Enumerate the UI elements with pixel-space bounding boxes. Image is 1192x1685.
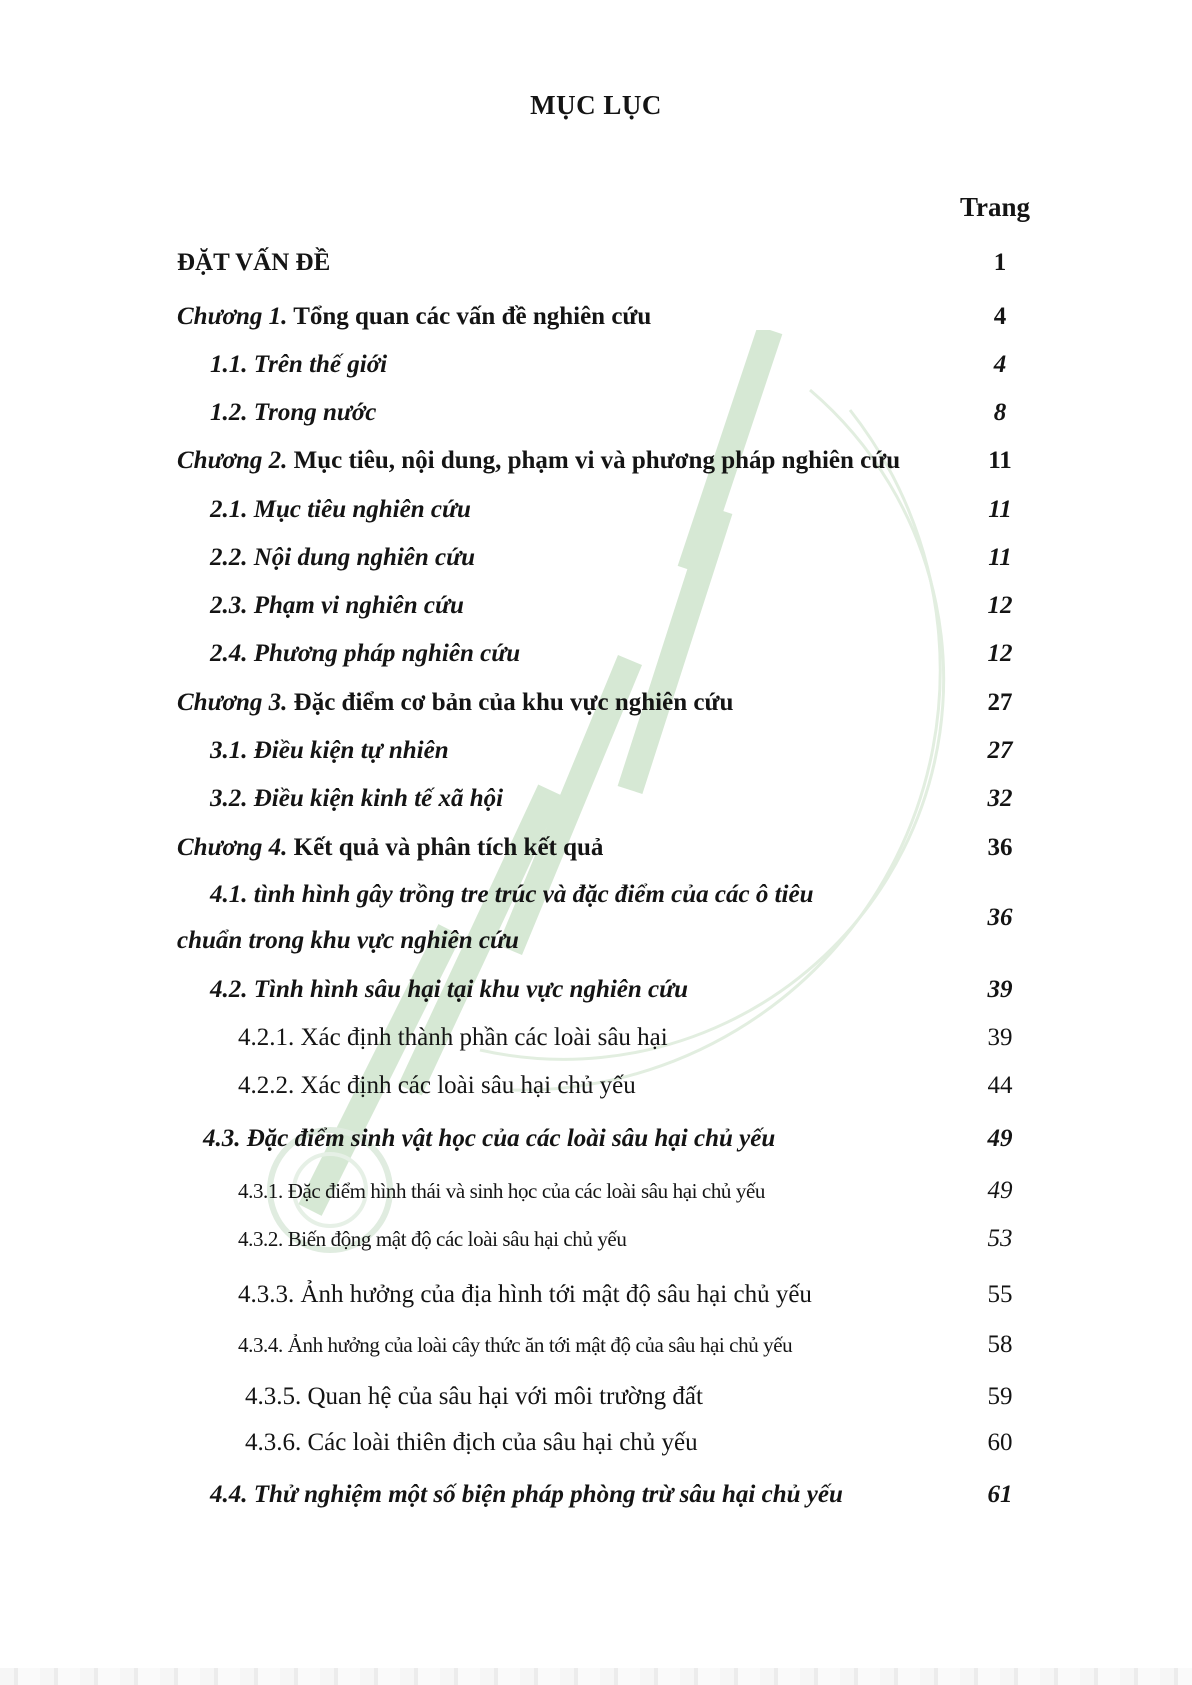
toc-entry-label: [210, 591, 464, 621]
toc-entry-label: [177, 446, 900, 476]
toc-entry-page: 61: [987, 1481, 1013, 1508]
entry-title: 2.1. Mục tiêu nghiên cứu: [210, 496, 471, 523]
entry-title: 4.3.5. Quan hệ của sâu hại với môi trường đất: [245, 1383, 703, 1410]
toc-entry-page: 49: [987, 1177, 1013, 1204]
entry-title: Kết quả và phân tích kết quả: [287, 834, 604, 861]
toc-entry-page: 4: [993, 351, 1007, 378]
toc-entry-page: 12: [987, 592, 1013, 619]
entry-title: 3.1. Điều kiện tự nhiên: [210, 737, 449, 764]
chapter-prefix: Chương 2.: [177, 447, 288, 474]
toc-entry-page: 27: [987, 737, 1013, 764]
toc-entry-page: 39: [987, 976, 1013, 1003]
toc-entry-page: 55: [987, 1281, 1013, 1308]
entry-title: 1.1. Trên thế giới: [210, 351, 388, 378]
toc-entry-label: [177, 302, 651, 332]
toc-entry-label: [238, 1280, 812, 1310]
toc-entry-page: 53: [987, 1225, 1013, 1252]
entry-title: Mục tiêu, nội dung, phạm vi và phương pháp nghiên cứu: [287, 447, 901, 474]
toc-entry-label: [210, 736, 449, 766]
toc-entry-label: [177, 248, 330, 278]
toc-entry-page: 36: [987, 904, 1013, 931]
toc-entry-page: 59: [987, 1383, 1013, 1410]
toc-entry-page: 32: [987, 785, 1013, 812]
entry-title: 2.2. Nội dung nghiên cứu: [210, 544, 476, 571]
watermark-stroke: [630, 510, 720, 790]
toc-entry-page: 58: [987, 1331, 1013, 1358]
toc-entry-page: 27: [987, 689, 1013, 716]
toc-entry-label: [238, 1176, 765, 1206]
entry-title: 4.2.1. Xác định thành phần các loài sâu hại: [238, 1024, 668, 1051]
toc-entry-page: 4: [993, 303, 1007, 330]
toc-entry-label: [210, 398, 376, 428]
toc-entry-page: 8: [993, 399, 1007, 426]
toc-entry-label: [210, 1480, 843, 1510]
entry-title: 4.3.2. Biến động mật độ các loài sâu hại chủ yếu: [238, 1227, 627, 1251]
toc-entry-page: 49: [987, 1125, 1013, 1152]
toc-entry-label: [210, 495, 471, 525]
toc-entry-label-line1: 4.1. tình hình gây trồng tre trúc và đặc điểm của các ô tiêu: [210, 881, 814, 908]
toc-entry-label: [238, 1224, 626, 1254]
toc-entry-page: 36: [987, 834, 1013, 861]
toc-entry-page: 12: [987, 640, 1013, 667]
toc-entry-label: [238, 1330, 792, 1360]
chapter-prefix: Chương 3.: [177, 689, 288, 716]
entry-title: 4.3. Đặc điểm sinh vật học của các loài sâu hại chủ yếu: [203, 1125, 776, 1152]
toc-entry-label: [210, 975, 688, 1005]
toc-entry-page: 11: [988, 447, 1012, 474]
entry-title: 4.2.2. Xác định các loài sâu hại chủ yếu: [238, 1072, 636, 1099]
toc-entry-label: [177, 688, 733, 718]
toc-entry-label: [210, 784, 503, 814]
toc-entry-page: 44: [987, 1072, 1013, 1099]
toc-entry-page: 11: [988, 496, 1012, 523]
toc-entry-label: [210, 639, 520, 669]
entry-title: Tổng quan các vấn đề nghiên cứu: [287, 303, 652, 330]
scan-edge: [0, 1668, 1192, 1685]
toc-entry-label: [245, 1428, 698, 1458]
toc-entry-page: 11: [988, 544, 1012, 571]
entry-title: 3.2. Điều kiện kinh tế xã hội: [210, 785, 504, 812]
toc-entry-label: [238, 1023, 668, 1053]
watermark-stroke: [310, 930, 450, 1210]
entry-title: 4.2. Tình hình sâu hại tại khu vực nghiên cứu: [210, 976, 689, 1003]
toc-entry-page: 1: [993, 249, 1007, 276]
toc-entry-label: [245, 1382, 703, 1412]
entry-title: 4.4. Thử nghiệm một số biện pháp phòng trừ sâu hại chủ yếu: [210, 1481, 843, 1508]
toc-entry-label-line2: chuẩn trong khu vực nghiên cứu: [177, 927, 519, 954]
entry-title: 2.4. Phương pháp nghiên cứu: [210, 640, 521, 667]
chapter-prefix: Chương 4.: [177, 834, 288, 861]
chapter-prefix: Chương 1.: [177, 303, 288, 330]
toc-entry-label: [238, 1071, 636, 1101]
watermark-ring: [480, 390, 944, 1059]
toc-entry-page: 39: [987, 1024, 1013, 1051]
entry-title: ĐẶT VẤN ĐỀ: [177, 249, 331, 276]
toc-title: MỤC LỤC: [530, 90, 662, 120]
toc-entry-page: 60: [987, 1429, 1013, 1456]
entry-title: 1.2. Trong nước: [210, 399, 377, 426]
entry-title: 2.3. Phạm vi nghiên cứu: [210, 592, 464, 619]
toc-entry-label: [203, 1124, 775, 1154]
entry-title: 4.3.3. Ảnh hưởng của địa hình tới mật độ sâu hại chủ yếu: [238, 1281, 812, 1308]
toc-entry-label: [210, 350, 387, 380]
entry-title: 4.3.1. Đặc điểm hình thái và sinh học của các loài sâu hại chủ yếu: [238, 1179, 766, 1203]
entry-title: 4.3.4. Ảnh hưởng của loài cây thức ăn tới mật độ của sâu hại chủ yếu: [238, 1333, 793, 1357]
entry-title: 4.3.6. Các loài thiên địch của sâu hại chủ yếu: [245, 1429, 698, 1456]
page-column-header: Trang: [960, 192, 1031, 222]
entry-title: Đặc điểm cơ bản của khu vực nghiên cứu: [287, 689, 734, 716]
toc-entry-label: [177, 833, 603, 863]
toc-entry-label: [210, 543, 475, 573]
